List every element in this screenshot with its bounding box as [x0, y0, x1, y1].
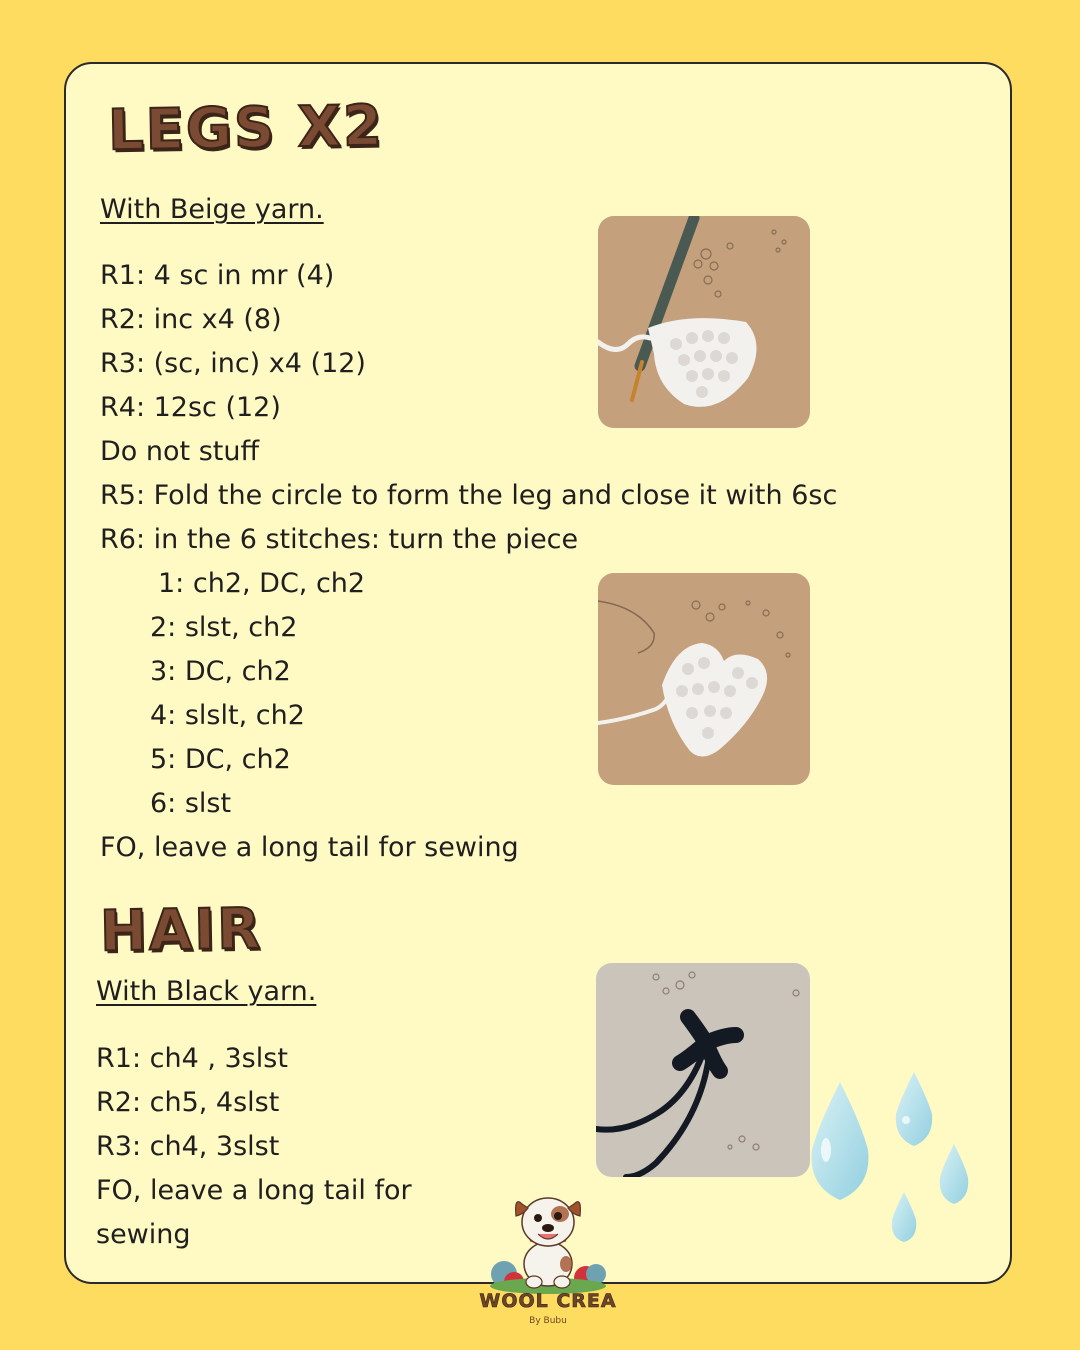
brand-logo [478, 1190, 618, 1340]
legs-finish-note: FO, leave a long tail for sewing [100, 832, 519, 863]
drop-icon [940, 1144, 968, 1204]
drop-icon [896, 1072, 932, 1146]
hair-heading: HAIR [99, 896, 263, 965]
legs-step-5: 5: DC, ch2 [150, 744, 291, 775]
water-drops-decoration [800, 1060, 980, 1250]
hair-yarn-note: With Black yarn. [96, 976, 317, 1007]
legs-row-6: R6: in the 6 stitches: turn the piece [100, 524, 579, 555]
legs-step-6: 6: slst [150, 788, 232, 819]
legs-step-2: 2: slst, ch2 [150, 612, 298, 643]
legs-row-1: R1: 4 sc in mr (4) [100, 260, 335, 291]
legs-heading: LEGS X2 [107, 93, 385, 164]
bulldog-mascot-icon [478, 1190, 618, 1294]
brand-byline: By Bubu [529, 1316, 567, 1326]
legs-step-4: 4: slslt, ch2 [150, 700, 305, 731]
legs-row-4: R4: 12sc (12) [100, 392, 281, 423]
legs-step-1: 1: ch2, DC, ch2 [158, 568, 366, 599]
drop-icon [892, 1192, 917, 1242]
brand-name: WOOL CREA [479, 1290, 617, 1312]
hair-row-2: R2: ch5, 4slst [96, 1087, 280, 1118]
legs-yarn-note: With Beige yarn. [100, 194, 324, 225]
legs-photo-folded [598, 573, 810, 785]
hair-row-1: R1: ch4 , 3slst [96, 1043, 288, 1074]
hair-row-3: R3: ch4, 3slst [96, 1131, 280, 1162]
legs-photo-start [598, 216, 810, 428]
hair-finish-note-cont: sewing [96, 1219, 191, 1250]
legs-row-3: R3: (sc, inc) x4 (12) [100, 348, 366, 379]
legs-no-stuff-note: Do not stuff [100, 436, 260, 467]
legs-row-5: R5: Fold the circle to form the leg and close it with 6sc [100, 480, 838, 511]
drop-icon [812, 1082, 869, 1200]
hair-finish-note: FO, leave a long tail for [96, 1175, 412, 1206]
hair-photo [596, 963, 810, 1177]
legs-row-2: R2: inc x4 (8) [100, 304, 282, 335]
legs-step-3: 3: DC, ch2 [150, 656, 291, 687]
